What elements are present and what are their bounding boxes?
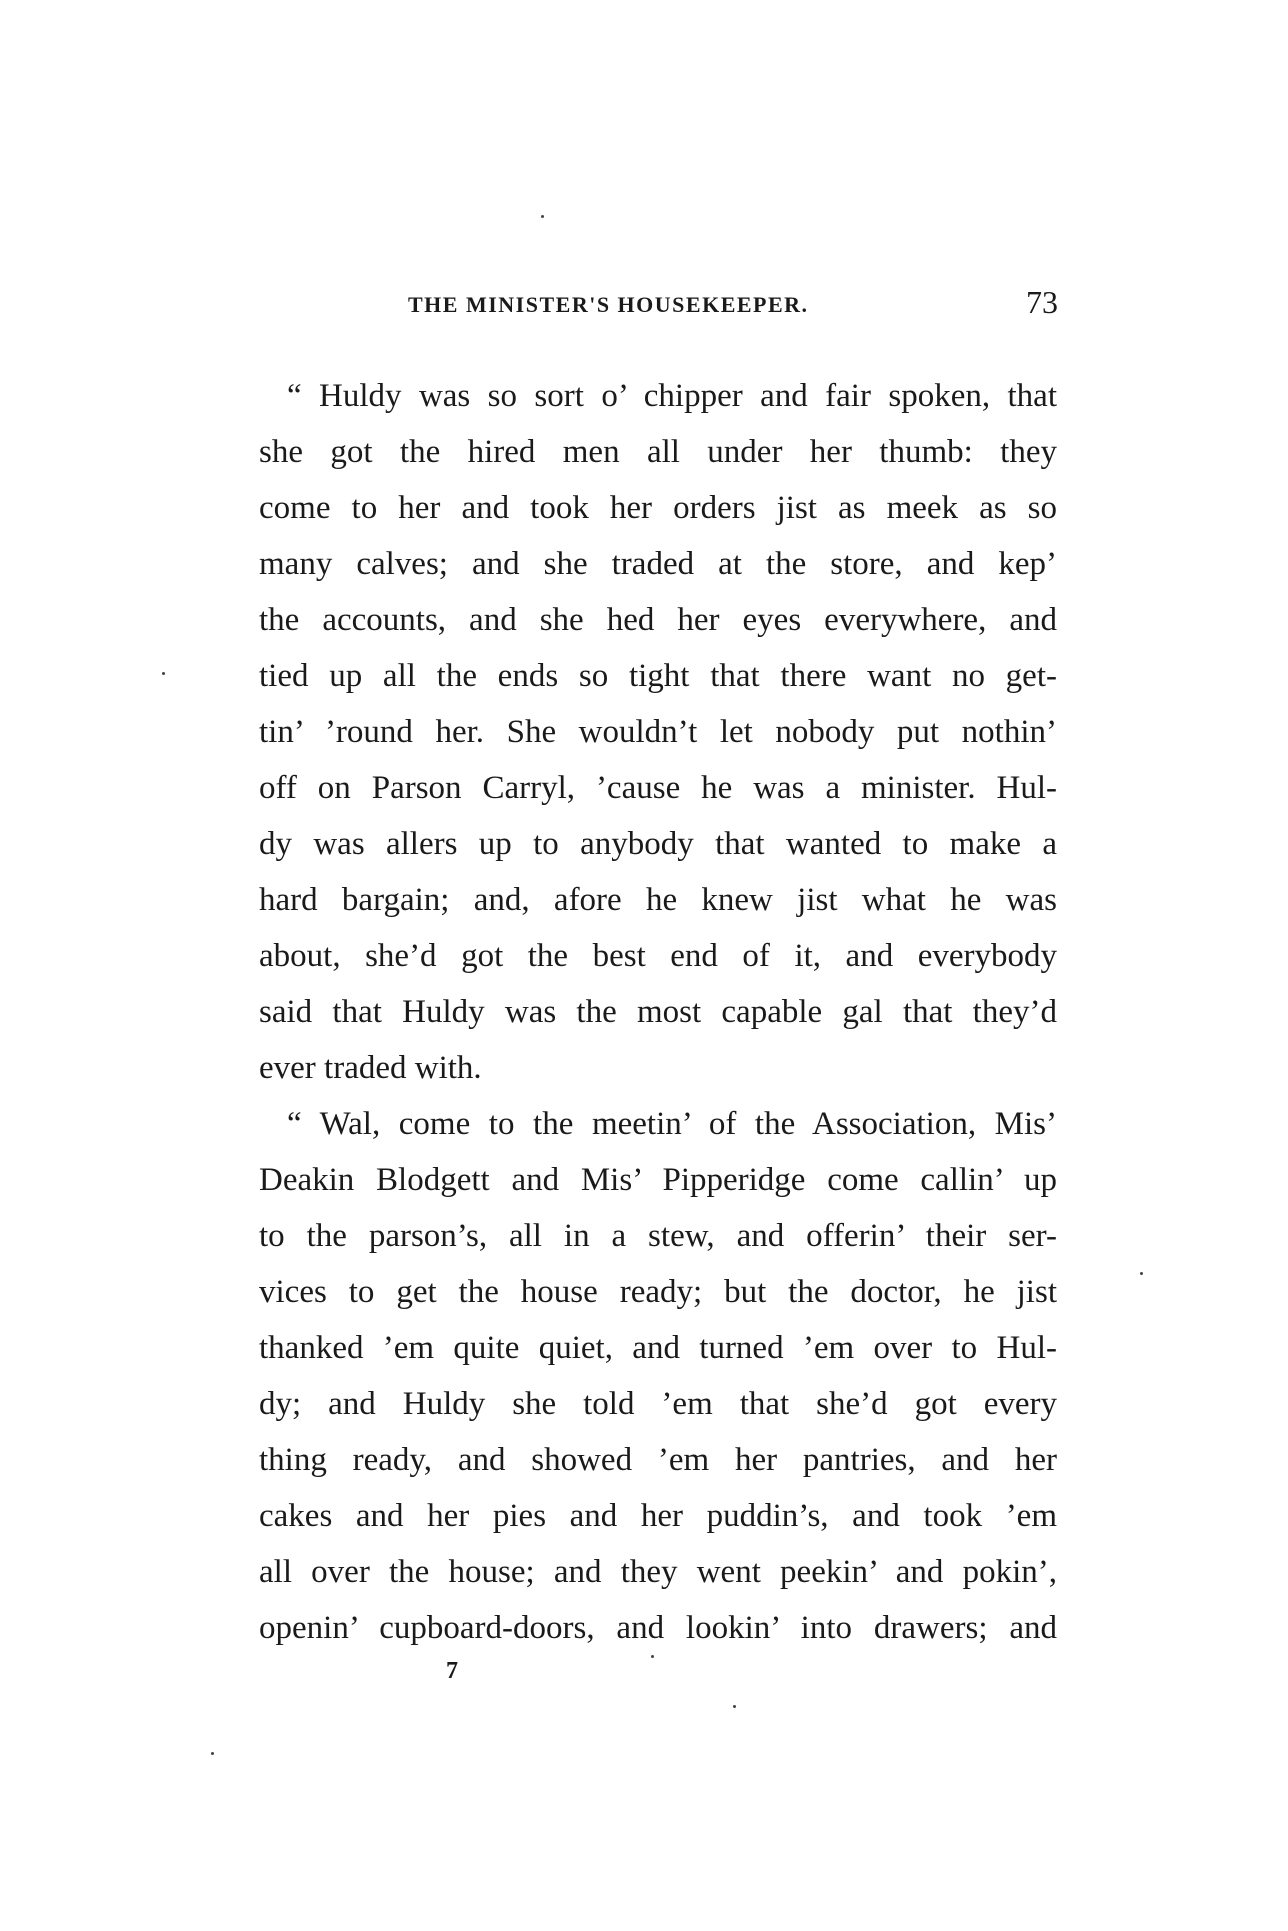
paragraph-2 <box>259 1096 1057 1656</box>
text-line: hard bargain; and, afore he knew jist what he was <box>259 882 1057 918</box>
scan-speck <box>651 1655 654 1658</box>
scan-speck <box>162 672 165 675</box>
text-line: cakes and her pies and her puddin’s, and took ’em <box>259 1498 1057 1534</box>
text-line: thing ready, and showed ’em her pantries, and her <box>259 1442 1057 1478</box>
body-text <box>259 368 1057 1656</box>
text-line: said that Huldy was the most capable gal that they’d <box>259 994 1057 1030</box>
scan-speck <box>1140 1272 1143 1275</box>
text-line: “ Wal, come to the meetin’ of the Association, Mis’ <box>287 1106 1057 1142</box>
running-title: THE MINISTER'S HOUSEKEEPER. <box>408 292 809 317</box>
text-line: “ Huldy was so sort o’ chipper and fair spoken, that <box>287 378 1057 414</box>
signature-mark: 7 <box>446 1658 458 1684</box>
text-line: about, she’d got the best end of it, and everybody <box>259 938 1057 974</box>
paragraph-1 <box>259 368 1057 1096</box>
text-line: the accounts, and she hed her eyes everywhere, and <box>259 602 1057 638</box>
text-line: dy; and Huldy she told ’em that she’d got every <box>259 1386 1057 1422</box>
text-line: openin’ cupboard-doors, and lookin’ into drawers; and <box>259 1610 1057 1646</box>
text-line: off on Parson Carryl, ’cause he was a minister. Hul- <box>259 770 1057 806</box>
running-head <box>260 284 1058 324</box>
text-line: all over the house; and they went peekin’ and pokin’, <box>259 1554 1057 1590</box>
scan-speck <box>541 215 544 218</box>
text-line: to the parson’s, all in a stew, and offerin’ their ser- <box>259 1218 1057 1254</box>
text-line: dy was allers up to anybody that wanted to make a <box>259 826 1057 862</box>
scan-speck <box>211 1752 214 1755</box>
text-line: many calves; and she traded at the store, and kep’ <box>259 546 1057 582</box>
text-line: tin’ ’round her. She wouldn’t let nobody put nothin’ <box>259 714 1057 750</box>
page-number: 73 <box>1026 284 1058 320</box>
text-line: she got the hired men all under her thumb: they <box>259 434 1057 470</box>
scan-speck <box>733 1705 736 1708</box>
text-line: vices to get the house ready; but the doctor, he jist <box>259 1274 1057 1310</box>
text-line: come to her and took her orders jist as meek as so <box>259 490 1057 526</box>
text-line: Deakin Blodgett and Mis’ Pipperidge come callin’ up <box>259 1162 1057 1198</box>
text-line: tied up all the ends so tight that there want no get- <box>259 658 1057 694</box>
text-line: ever traded with. <box>259 1050 482 1086</box>
text-line: thanked ’em quite quiet, and turned ’em over to Hul- <box>259 1330 1057 1366</box>
